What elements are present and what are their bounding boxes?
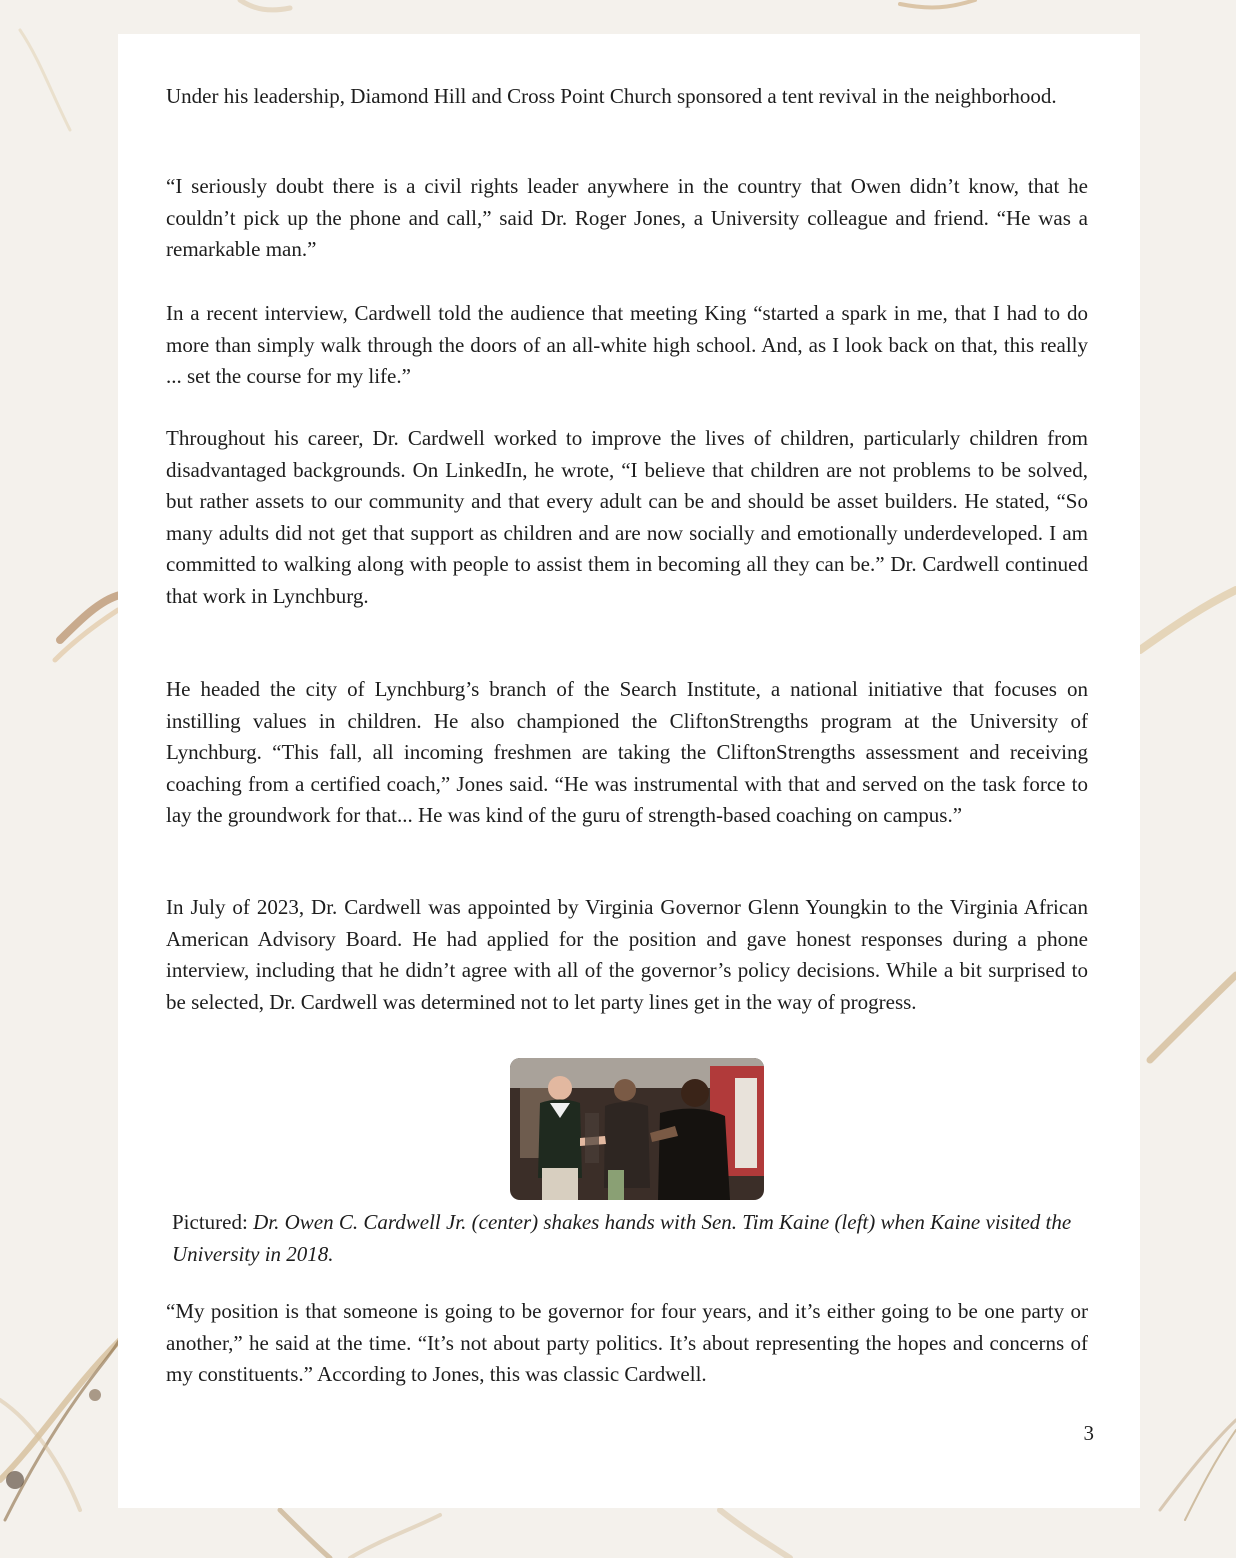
paragraph-tent-revival: Under his leadership, Diamond Hill and Cross Point Church sponsored a tent revival in the neighborhood. <box>166 84 1057 108</box>
caption-text: Dr. Owen C. Cardwell Jr. (center) shakes hands with Sen. Tim Kaine (left) when Kaine visited the University in 2018. <box>172 1210 1072 1266</box>
caption-label: Pictured: <box>172 1210 254 1234</box>
paragraph-career-children: Throughout his career, Dr. Cardwell worked to improve the lives of children, particularly children from disadvantaged backgrounds. On LinkedIn, he wrote, “I believe that children are not problems to be solved, but rather assets to our community and that every adult can be and should be asset builders. He stated, “So many adults did not get that support as children and are now socially and emotionally underdeveloped. I am committed to walking along with people to assist them in becoming all they can be.” Dr. Cardwell continued that work in Lynchburg. <box>166 426 1088 608</box>
paragraph-advisory-board: In July of 2023, Dr. Cardwell was appointed by Virginia Governor Glenn Youngkin to the Virginia African American Advisory Board. He had applied for the position and gave honest responses during a phone interview, including that he didn’t agree with all of the governor’s policy decisions. While a bit surprised to be selected, Dr. Cardwell was determined not to let party lines get in the way of progress. <box>166 895 1088 1014</box>
photo-illustration <box>510 1058 764 1200</box>
photo-caption <box>172 1206 1090 1270</box>
page-number: 3 <box>1083 1421 1094 1445</box>
photo-cardwell-kaine <box>510 1058 764 1200</box>
paragraph-search-institute: He headed the city of Lynchburg’s branch of the Search Institute, a national initiative that focuses on instilling values in children. He also championed the CliftonStrengths program at the University of Lynchburg. “This fall, all incoming freshmen are taking the CliftonStrengths assessment and receiving coaching from a certified coach,” Jones said. “He was instrumental with that and served on the task force to lay the groundwork for that... He was kind of the guru of strength-based coaching on campus.” <box>166 677 1088 827</box>
document-page <box>118 34 1140 1508</box>
paragraph-party-politics: “My position is that someone is going to be governor for four years, and it’s either going to be one party or another,” he said at the time. “It’s not about party politics. It’s about representing the hopes and concerns of my constituents.” According to Jones, this was classic Cardwell. <box>166 1299 1088 1386</box>
paragraph-roger-jones-quote: “I seriously doubt there is a civil rights leader anywhere in the country that Owen didn’t know, that he couldn’t pick up the phone and call,” said Dr. Roger Jones, a University colleague and friend. “He was a remarkable man.” <box>166 174 1088 261</box>
paragraph-meeting-king: In a recent interview, Cardwell told the audience that meeting King “started a spark in me, that I had to do more than simply walk through the doors of an all-white high school. And, as I look back on that, this really ... set the course for my life.” <box>166 301 1088 388</box>
